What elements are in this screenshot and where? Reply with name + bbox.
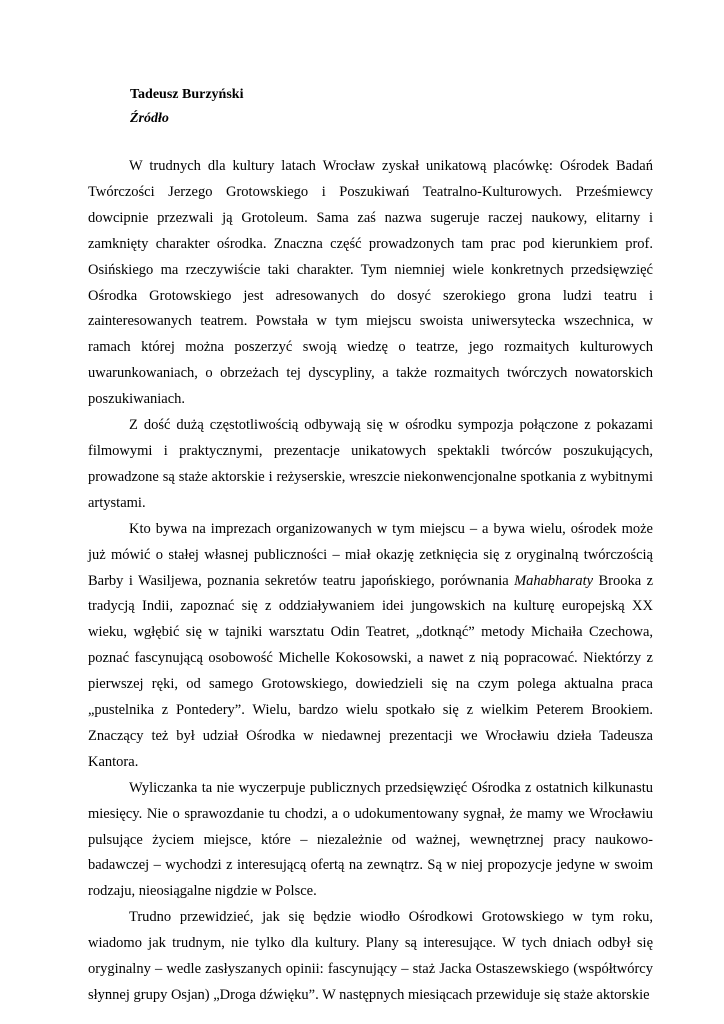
paragraph (88, 905, 653, 1009)
author-name: Tadeusz Burzyński (130, 87, 244, 102)
article-body (88, 154, 653, 1009)
paragraph-text: Brooka z tradycją Indii, zapoznać się z oddziaływaniem idei jungowskich na kulturę europejską XX wieku, wgłębić się w tajniki warsztatu Odin Teatret, „dotknąć” metody Michaiła Czechowa, poznać fascynującą osobowość Michelle Kokosowski, a nawet z nią popracować. Niektórzy z pierwszej ręki, od samego Grotowskiego, dowiedzieli się na czym polega aktualna praca „pustelnika z Pontedery”. Wielu, bardzo wielu spotkało się z wielkim Peterem Brookiem. Znaczący też był udział Ośrodka w niedawnej prezentacji we Wrocławiu dzieła Tadeusza Kantora. (88, 572, 653, 770)
italic-work-title: Mahabharaty (514, 572, 594, 589)
paragraph (88, 517, 653, 776)
paragraph (88, 776, 653, 906)
paragraph-text: W trudnych dla kultury latach Wrocław zyskał unikatową placówkę: Ośrodek Badań Twórczości Jerzego Grotowskiego i Poszukiwań Teatralno-Kulturowych. Prześmiewcy dowcipnie przezwali ją Grotoleum. Sama zaś nazwa sugeruje raczej naukowy, elitarny i zamknięty charakter ośrodka. Znaczna część prowadzonych tam prac pod kierunkiem prof. Osińskiego ma rzeczywiście taki charakter. Tym niemniej wiele konkretnych przedsięwzięć Ośrodka Grotowskiego jest adresowanych do dosyć szerokiego grona ludzi teatru i zainteresowanych teatrem. Powstała w tym miejscu swoista uniwersytecka wszechnica, w ramach której można poszerzyć swoją wiedzę o teatrze, jego rozmaitych kulturowych uwarunkowaniach, o obrzeżach tej dyscypliny, a także rozmaitych twórczych nowatorskich poszukiwaniach. (88, 158, 653, 408)
article-title: Źródło (130, 111, 169, 126)
paragraph-text: Kto bywa na imprezach organizowanych w tym miejscu – a bywa wielu, ośrodek może już mówić o stałej własnej publiczności – miał okazję zetknięcia się z oryginalną twórczością Barby i Wasiljewa, poznania sekretów teatru japońskiego, porównania (88, 520, 653, 589)
paragraph-text: Trudno przewidzieć, jak się będzie wiodło Ośrodkowi Grotowskiego w tym roku, wiadomo jak trudnym, nie tylko dla kultury. Plany są interesujące. W tych dniach odbył się oryginalny – wedle zasłyszanych opinii: fascynujący – staż Jacka Ostaszewskiego (współtwórcy słynnej grupy Osjan) „Droga dźwięku”. W następnych miesiącach przewiduje się staże aktorskie (88, 909, 653, 1003)
paragraph (88, 154, 653, 413)
paragraph (88, 413, 653, 517)
paragraph-text: Z dość dużą częstotliwością odbywają się w ośrodku sympozja połączone z pokazami filmowymi i praktycznymi, prezentacje unikatowych spektakli twórców poszukujących, prowadzone są staże aktorskie i reżyserskie, wreszcie niekonwencjonalne spotkania z wybitnymi artystami. (88, 417, 653, 511)
document-header (130, 83, 650, 131)
paragraph-text: Wyliczanka ta nie wyczerpuje publicznych przedsięwzięć Ośrodka z ostatnich kilkunastu miesięcy. Nie o sprawozdanie tu chodzi, a o udokumentowany sygnał, że mamy we Wrocławiu pulsujące życiem miejsce, które – niezależnie od ważnej, wewnętrznej pracy naukowo-badawczej – wychodzi z interesującą ofertą na zewnątrz. Są w niej propozycje jedyne w swoim rodzaju, nieosiągalne nigdzie w Polsce. (88, 779, 653, 900)
